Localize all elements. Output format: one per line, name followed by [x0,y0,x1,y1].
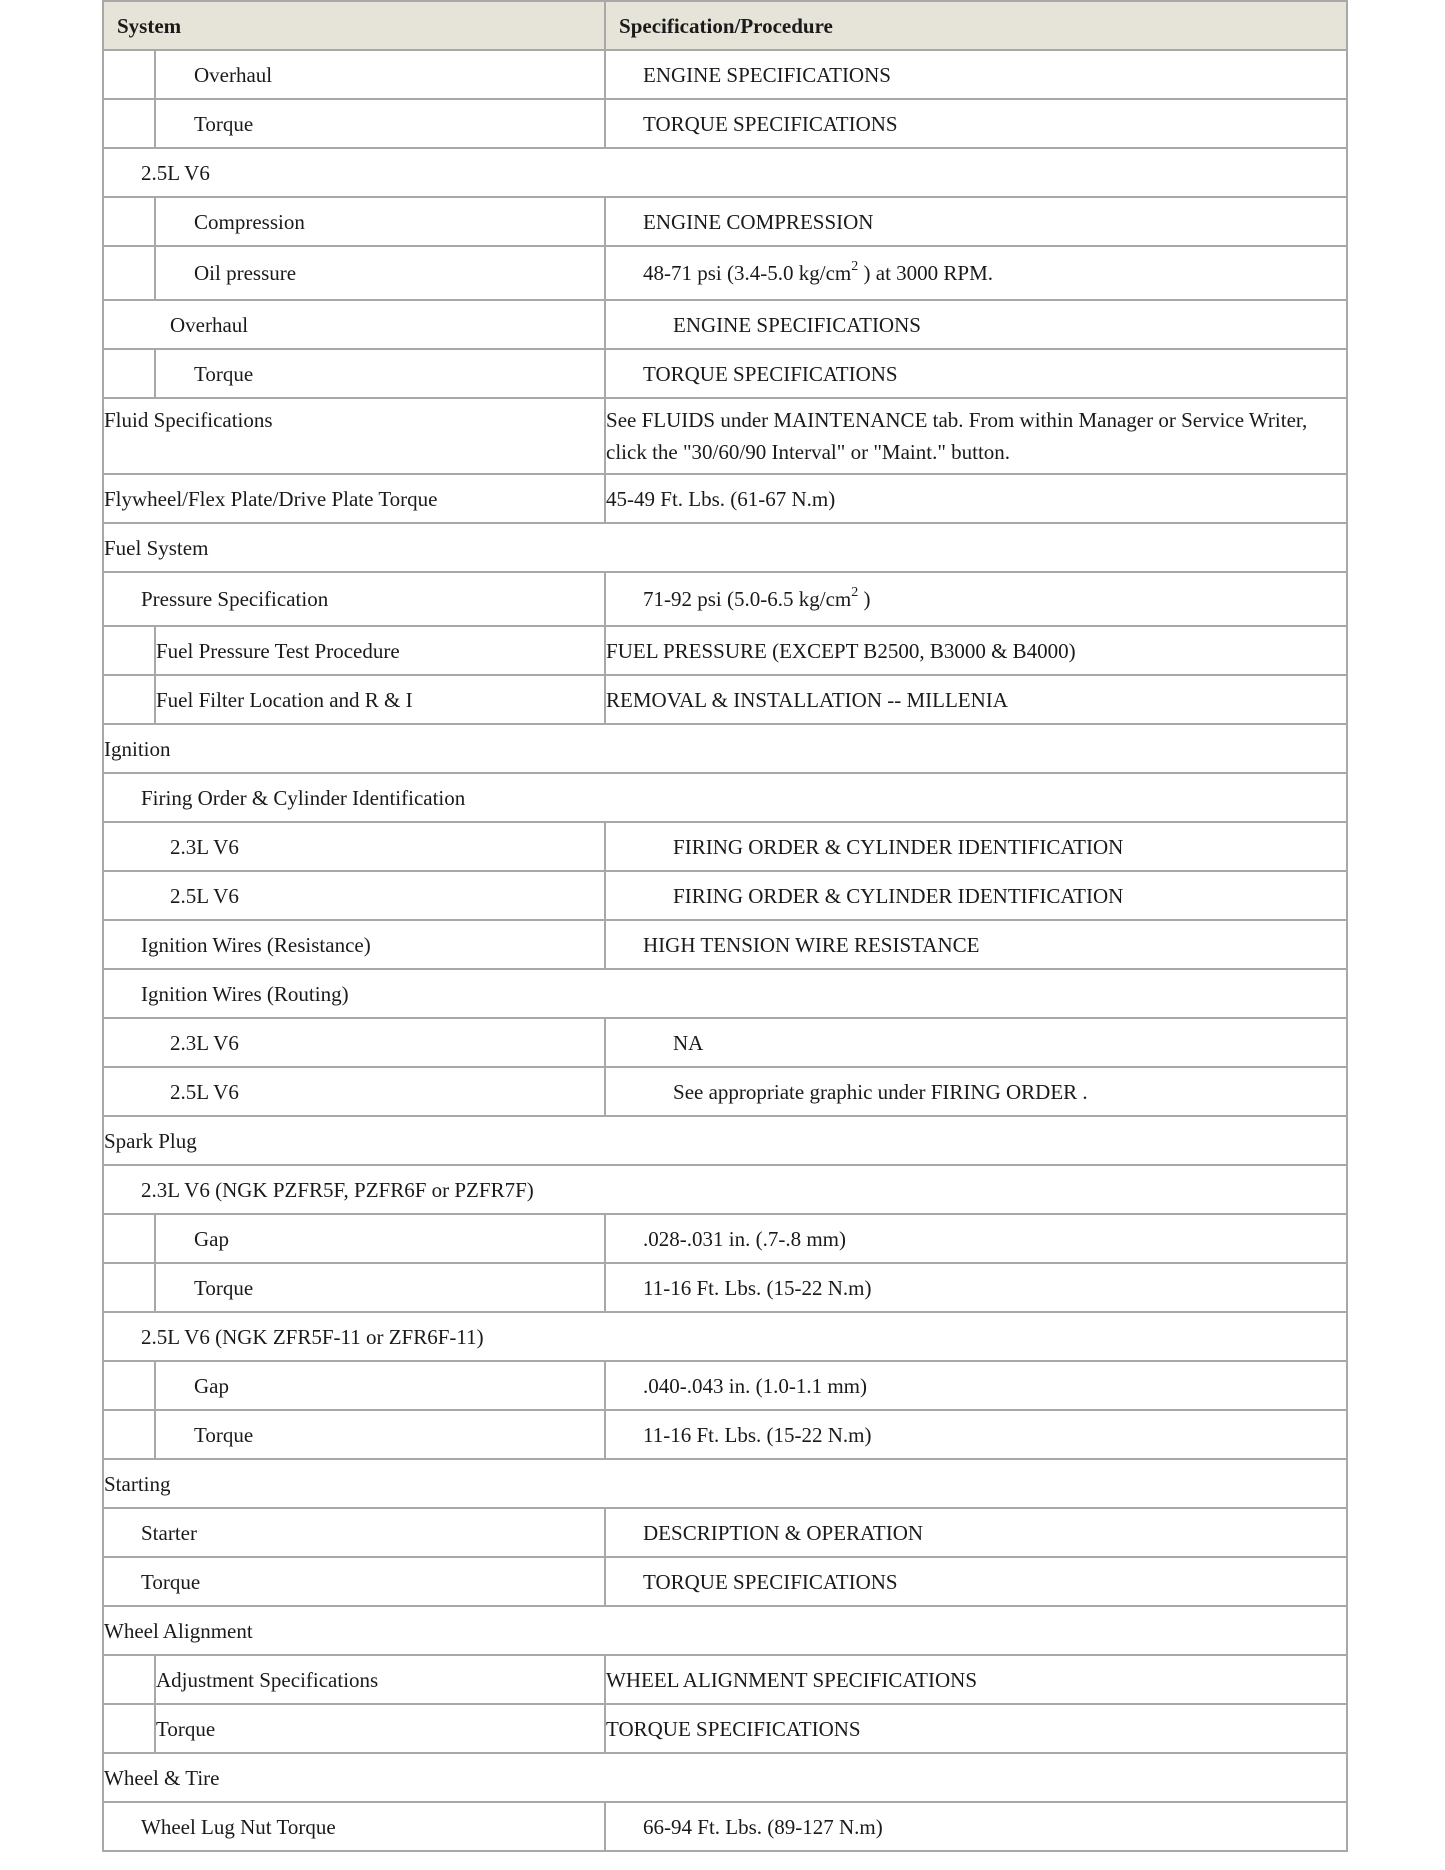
table-row [103,1508,1347,1557]
table-header-row [103,1,1347,50]
table-row [103,1655,1347,1704]
spec-cell: TORQUE SPECIFICATIONS [605,349,1347,398]
table-row [103,1067,1347,1116]
table-row [103,920,1347,969]
table-row [103,675,1347,724]
system-cell: Gap [155,1214,605,1263]
system-cell: Adjustment Specifications [155,1655,605,1704]
specification-table [102,0,1348,1852]
system-cell: Torque [155,349,605,398]
spec-cell: REMOVAL & INSTALLATION -- MILLENIA [605,675,1347,724]
table-row [103,1606,1347,1655]
section-heading: 2.5L V6 [103,148,1347,197]
table-row [103,1263,1347,1312]
spec-cell: .040-.043 in. (1.0-1.1 mm) [605,1361,1347,1410]
section-heading: Fuel System [103,523,1347,572]
spec-cell: 66-94 Ft. Lbs. (89-127 N.m) [605,1802,1347,1851]
spec-cell: See appropriate graphic under FIRING ORDER . [605,1067,1347,1116]
section-heading: Spark Plug [103,1116,1347,1165]
table-row [103,969,1347,1018]
table-row [103,822,1347,871]
spec-text: ) at 3000 RPM. [858,261,994,285]
spec-cell: 11-16 Ft. Lbs. (15-22 N.m) [605,1410,1347,1459]
header-specification: Specification/Procedure [605,1,1347,50]
spec-cell: HIGH TENSION WIRE RESISTANCE [605,920,1347,969]
spec-cell: TORQUE SPECIFICATIONS [605,1557,1347,1606]
table-row [103,398,1347,474]
spec-cell: FIRING ORDER & CYLINDER IDENTIFICATION [605,822,1347,871]
spec-cell: WHEEL ALIGNMENT SPECIFICATIONS [605,1655,1347,1704]
header-system: System [103,1,605,50]
spec-cell: 45-49 Ft. Lbs. (61-67 N.m) [605,474,1347,523]
section-heading: Firing Order & Cylinder Identification [103,773,1347,822]
table-row [103,1557,1347,1606]
system-cell: Wheel Lug Nut Torque [103,1802,605,1851]
system-cell: Torque [155,1704,605,1753]
table-row [103,724,1347,773]
table-row [103,99,1347,148]
table-row [103,1165,1347,1214]
spec-cell: ENGINE SPECIFICATIONS [605,300,1347,349]
system-cell: Fuel Pressure Test Procedure [155,626,605,675]
section-heading: Ignition Wires (Routing) [103,969,1347,1018]
section-heading: Starting [103,1459,1347,1508]
spec-cell: FIRING ORDER & CYLINDER IDENTIFICATION [605,871,1347,920]
spec-text: 71-92 psi (5.0-6.5 kg/cm [643,587,852,611]
table-row [103,300,1347,349]
spec-cell: DESCRIPTION & OPERATION [605,1508,1347,1557]
spec-cell: .028-.031 in. (.7-.8 mm) [605,1214,1347,1263]
system-cell: Starter [103,1508,605,1557]
table-row [103,572,1347,626]
spec-cell: NA [605,1018,1347,1067]
table-row [103,1410,1347,1459]
system-cell: Compression [155,197,605,246]
spec-text: 48-71 psi (3.4-5.0 kg/cm [643,261,852,285]
spec-cell: ENGINE COMPRESSION [605,197,1347,246]
system-cell: Fluid Specifications [103,398,605,474]
table-row [103,1214,1347,1263]
system-cell: Ignition Wires (Resistance) [103,920,605,969]
spec-cell: See FLUIDS under MAINTENANCE tab. From within Manager or Service Writer, click the "30/60/90 Interval" or "Maint." button. [605,398,1347,474]
spec-cell [605,246,1347,300]
superscript: 2 [851,259,859,274]
table-row [103,1704,1347,1753]
section-heading: Wheel & Tire [103,1753,1347,1802]
table-row [103,523,1347,572]
system-cell: Torque [155,1263,605,1312]
system-cell: Gap [155,1361,605,1410]
table-row [103,246,1347,300]
system-cell: Fuel Filter Location and R & I [155,675,605,724]
system-cell: Torque [155,1410,605,1459]
table-row [103,1753,1347,1802]
table-row [103,1802,1347,1851]
table-row [103,474,1347,523]
table-row [103,50,1347,99]
system-cell: 2.3L V6 [103,1018,605,1067]
system-cell: Pressure Specification [103,572,605,626]
section-heading: Ignition [103,724,1347,773]
system-cell: Overhaul [155,50,605,99]
spec-cell: ENGINE SPECIFICATIONS [605,50,1347,99]
system-cell: Flywheel/Flex Plate/Drive Plate Torque [103,474,605,523]
system-cell: Overhaul [103,300,605,349]
table-row [103,148,1347,197]
system-cell: 2.3L V6 [103,822,605,871]
system-cell: Oil pressure [155,246,605,300]
spec-cell: TORQUE SPECIFICATIONS [605,1704,1347,1753]
table-row [103,1018,1347,1067]
section-heading: Wheel Alignment [103,1606,1347,1655]
table-row [103,197,1347,246]
system-cell: Torque [103,1557,605,1606]
section-heading: 2.5L V6 (NGK ZFR5F-11 or ZFR6F-11) [103,1312,1347,1361]
superscript: 2 [851,585,859,600]
system-cell: Torque [155,99,605,148]
table-row [103,1116,1347,1165]
spec-cell: FUEL PRESSURE (EXCEPT B2500, B3000 & B4000) [605,626,1347,675]
table-row [103,349,1347,398]
table-row [103,1361,1347,1410]
spec-cell: TORQUE SPECIFICATIONS [605,99,1347,148]
section-heading: 2.3L V6 (NGK PZFR5F, PZFR6F or PZFR7F) [103,1165,1347,1214]
spec-text: ) [858,587,871,611]
table-row [103,1459,1347,1508]
system-cell: 2.5L V6 [103,1067,605,1116]
system-cell: 2.5L V6 [103,871,605,920]
table-row [103,871,1347,920]
spec-cell [605,572,1347,626]
table-row [103,773,1347,822]
table-row [103,626,1347,675]
table-row [103,1312,1347,1361]
spec-cell: 11-16 Ft. Lbs. (15-22 N.m) [605,1263,1347,1312]
